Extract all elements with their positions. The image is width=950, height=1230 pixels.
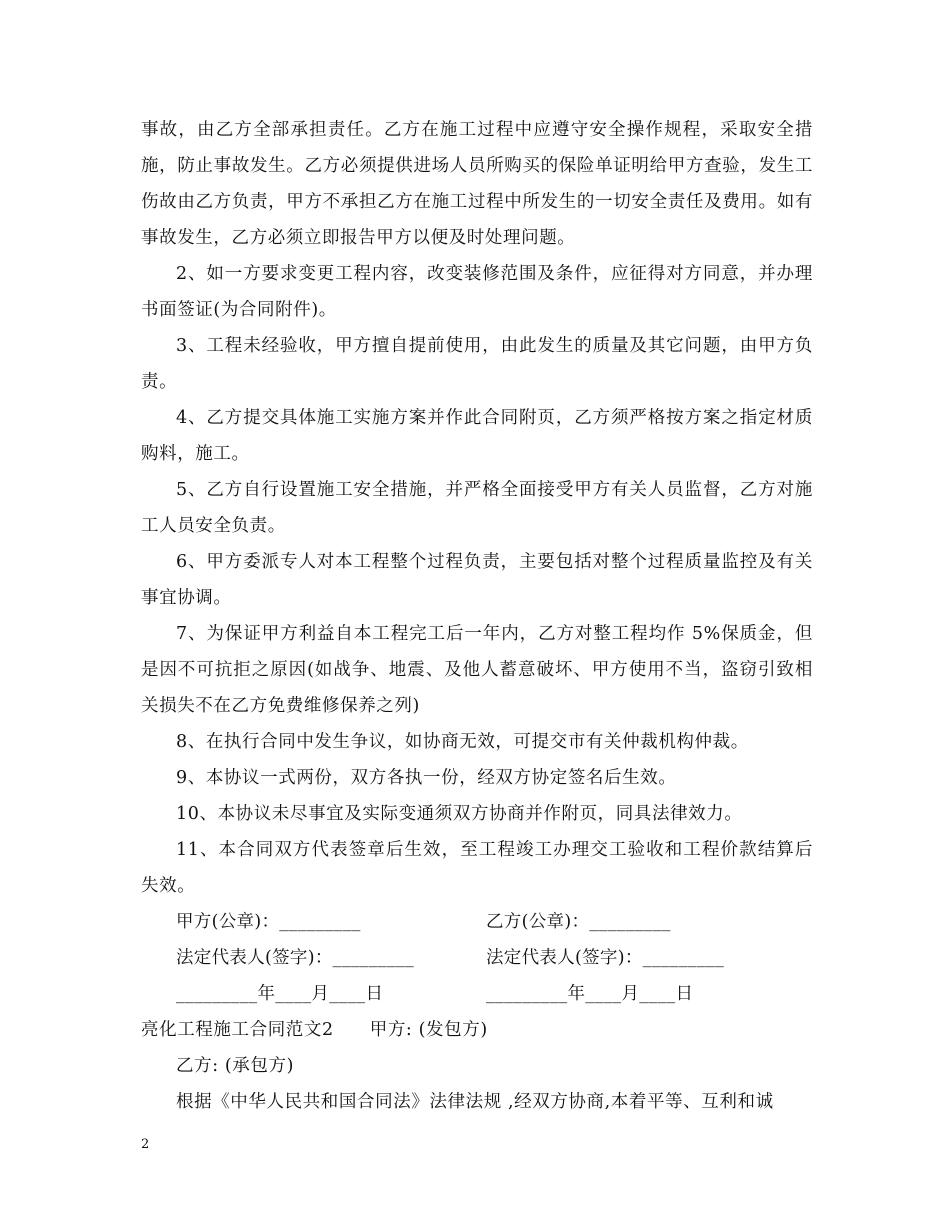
next-section-heading-line <box>141 1012 813 1048</box>
signature-rep-row <box>141 940 813 976</box>
clause-5: 5、乙方自行设置施工安全措施，并严格全面接受甲方有关人员监督，乙方对施工人员安全负责。 <box>141 480 813 536</box>
clause-4: 4、乙方提交具体施工实施方案并作此合同附页，乙方须严格按方案之指定材质购料，施工。 <box>141 408 813 464</box>
clause-10: 10、本协议未尽事宜及实际变通须双方协商并作附页，同具法律效力。 <box>176 804 743 824</box>
party-b-rep-line: 法定代表人(签字)：_________ <box>486 948 725 968</box>
signature-date-row <box>141 976 813 1012</box>
clause-8: 8、在执行合同中发生争议，如协商无效，可提交市有关仲裁机构仲裁。 <box>176 732 749 752</box>
clause-3: 3、工程未经验收，甲方擅自提前使用，由此发生的质量及其它问题，由甲方负责。 <box>141 336 813 392</box>
party-b-label: 乙方: (承包方) <box>176 1056 295 1076</box>
clause-7: 7、为保证甲方利益自本工程完工后一年内，乙方对整工程均作 5%保质金，但是因不可抗拒之原因(如战争、地震、及他人蓄意破坏、甲方使用不当，盗窃引致相关损失不在乙方免费维修保养之列) <box>141 624 813 716</box>
party-b-date-line: _________年____月____日 <box>486 984 694 1004</box>
clause-continuation: 事故，由乙方全部承担责任。乙方在施工过程中应遵守安全操作规程，采取安全措施，防止事故发生。乙方必须提供进场人员所购买的保险单证明给甲方查验，发生工伤故由乙方负责，甲方不承担乙方在施工过程中所发生的一切安全责任及费用。如有事故发生，乙方必须立即报告甲方以便及时处理问题。 <box>141 120 813 248</box>
party-a-date-line: _________年____月____日 <box>176 984 384 1004</box>
opening-paragraph: 根据《中华人民共和国合同法》法律法规 ,经双方协商,本着平等、互利和诚 <box>176 1092 774 1112</box>
clause-2: 2、如一方要求变更工程内容，改变装修范围及条件，应征得对方同意，并办理书面签证(为合同附件)。 <box>141 264 813 320</box>
clause-9: 9、本协议一式两份，双方各执一份，经双方协定签名后生效。 <box>176 768 677 788</box>
signature-seal-row <box>141 904 813 940</box>
clause-6: 6、甲方委派专人对本工程整个过程负责，主要包括对整个过程质量监控及有关事宜协调。 <box>141 552 813 608</box>
clause-11: 11、本合同双方代表签章后生效，至工程竣工办理交工验收和工程价款结算后失效。 <box>141 840 813 896</box>
party-a-seal-line: 甲方(公章)：_________ <box>176 912 361 932</box>
party-b-seal-line: 乙方(公章)：_________ <box>486 912 671 932</box>
section-title: 亮化工程施工合同范文2 <box>141 1020 334 1040</box>
party-a-rep-line: 法定代表人(签字)：_________ <box>176 948 415 968</box>
party-a-label: 甲方: (发包方) <box>369 1020 488 1040</box>
document-body <box>141 112 813 1120</box>
page-number: 2 <box>141 1137 150 1152</box>
